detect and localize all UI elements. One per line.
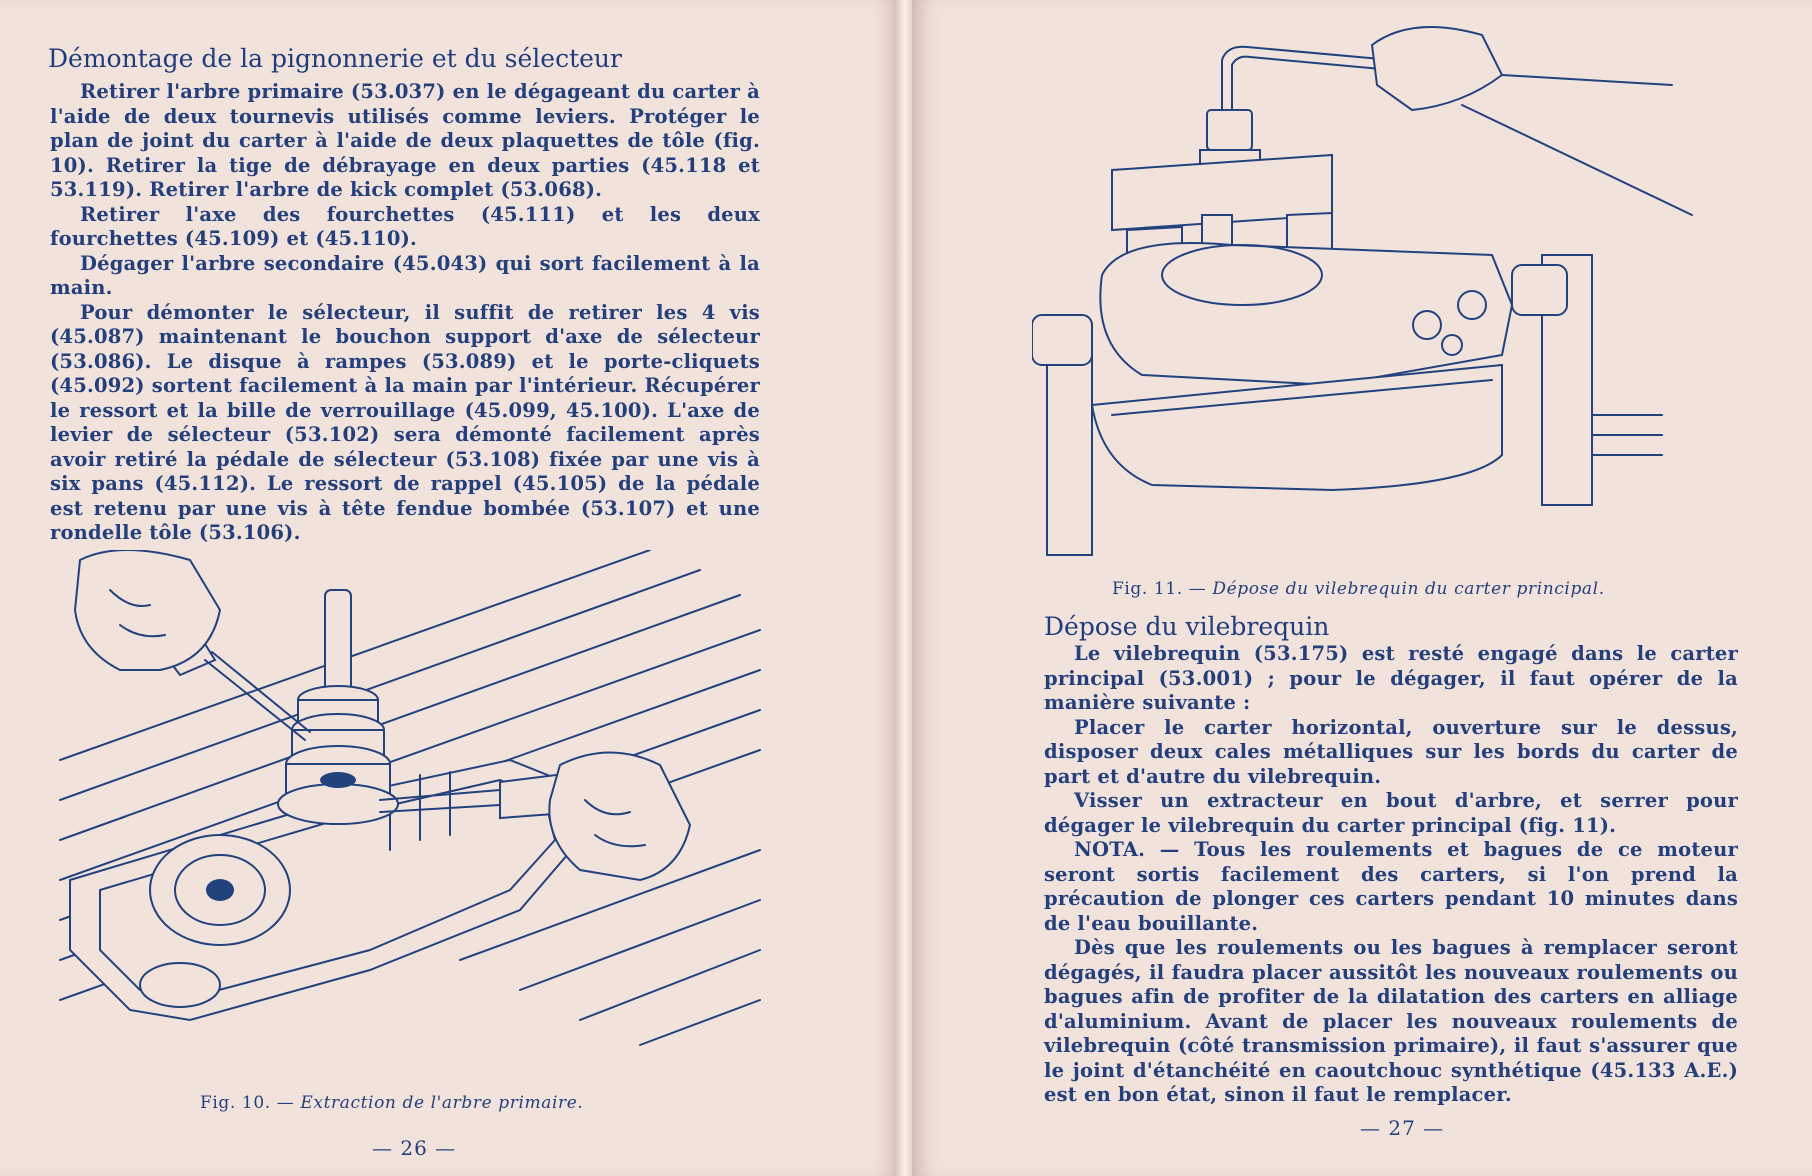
right-hand bbox=[549, 753, 690, 881]
left-page bbox=[0, 0, 900, 1176]
gear-cluster bbox=[278, 590, 398, 824]
figure-10-label: Fig. 10. — bbox=[200, 1093, 295, 1113]
figure-10-title: Extraction de l'arbre primaire. bbox=[300, 1093, 584, 1113]
hand-on-tool bbox=[1372, 27, 1692, 215]
figure-11-title: Dépose du vilebrequin du carter principal. bbox=[1212, 579, 1605, 599]
figure-10-illustration bbox=[40, 550, 780, 1090]
right-paragraph-5: Dès que les roulements ou les bagues à remplacer seront dégagés, il faudra placer aussitôt les nouveaux roulements ou bagues afin de profiter de la dilatation des carters en alliage d'aluminium. Avant de placer les nouveaux roulements de vilebrequin (côté transmission primaire), il faut s'assurer que le joint d'étanchéité en caoutchouc synthétique (45.133 A.E.) est en bon état, sinon il faut le remplacer. bbox=[1044, 936, 1738, 1106]
figure-11-caption bbox=[1112, 579, 1605, 599]
figure-10-caption bbox=[200, 1093, 583, 1113]
left-paragraph-1: Retirer l'arbre primaire (53.037) en le dégageant du carter à l'aide de deux tournevis utilisés comme leviers. Protéger le plan de joint du carter à l'aide de deux plaquettes de tôle (fig. 10). Retirer la tige de débrayage en deux parties (45.118 et 53.119). Retirer l'arbre de kick complet (53.068). bbox=[50, 80, 760, 201]
left-paragraph-3: Dégager l'arbre secondaire (45.043) qui sort facilement à la main. bbox=[50, 251, 760, 299]
right-paragraph-1: Le vilebrequin (53.175) est resté engagé dans le carter principal (53.001) ; pour le dégager, il faut opérer de la manière suivante : bbox=[1044, 642, 1738, 714]
right-page-number: — 27 — bbox=[1360, 1116, 1445, 1140]
figure-11-label: Fig. 11. — bbox=[1112, 579, 1207, 599]
right-paragraph-3: Visser un extracteur en bout d'arbre, et serrer pour dégager le vilebrequin du carter principal (fig. 11). bbox=[1044, 789, 1738, 837]
left-paragraph-2: Retirer l'axe des fourchettes (45.111) et les deux fourchettes (45.109) et (45.110). bbox=[50, 202, 760, 250]
right-page-heading: Dépose du vilebrequin bbox=[1044, 612, 1330, 641]
right-page-text bbox=[1044, 642, 1738, 1108]
right-page bbox=[912, 0, 1812, 1176]
left-page-text bbox=[50, 80, 760, 546]
left-hand bbox=[75, 550, 220, 670]
left-paragraph-4: Pour démonter le sélecteur, il suffit de retirer les 4 vis (45.087) maintenant le bouchon support d'axe de sélecteur (53.086). Le disque à rampes (53.089) et le porte-cliquets (45.092) sortent facilement à la main par l'intérieur. Récupérer le ressort et la bille de verrouillage (45.099, 45.100). L'axe de levier de sélecteur (53.102) sera démonté facilement après avoir retiré la pédale de sélecteur (53.108) fixée par une vis à six pans (45.112). Le ressort de rappel (45.105) de la pédale est retenu par une vis à tête fendue bombée (53.107) et une rondelle tôle (53.106). bbox=[50, 300, 760, 544]
figure-11-illustration bbox=[1032, 15, 1782, 575]
left-page-heading: Démontage de la pignonnerie et du sélecteur bbox=[48, 44, 622, 73]
left-page-number: — 26 — bbox=[372, 1136, 457, 1160]
main-crankcase bbox=[1092, 243, 1512, 490]
right-paragraph-2: Placer le carter horizontal, ouverture sur le dessus, disposer deux cales métalliques sur les bords du carter de part et d'autre du vilebrequin. bbox=[1044, 715, 1738, 788]
right-paragraph-4: NOTA. — Tous les roulements et bagues de ce moteur seront sortis facilement des carters, si l'on prend la précaution de plonger ces carters pendant 10 minutes dans de l'eau bouillante. bbox=[1044, 838, 1738, 935]
